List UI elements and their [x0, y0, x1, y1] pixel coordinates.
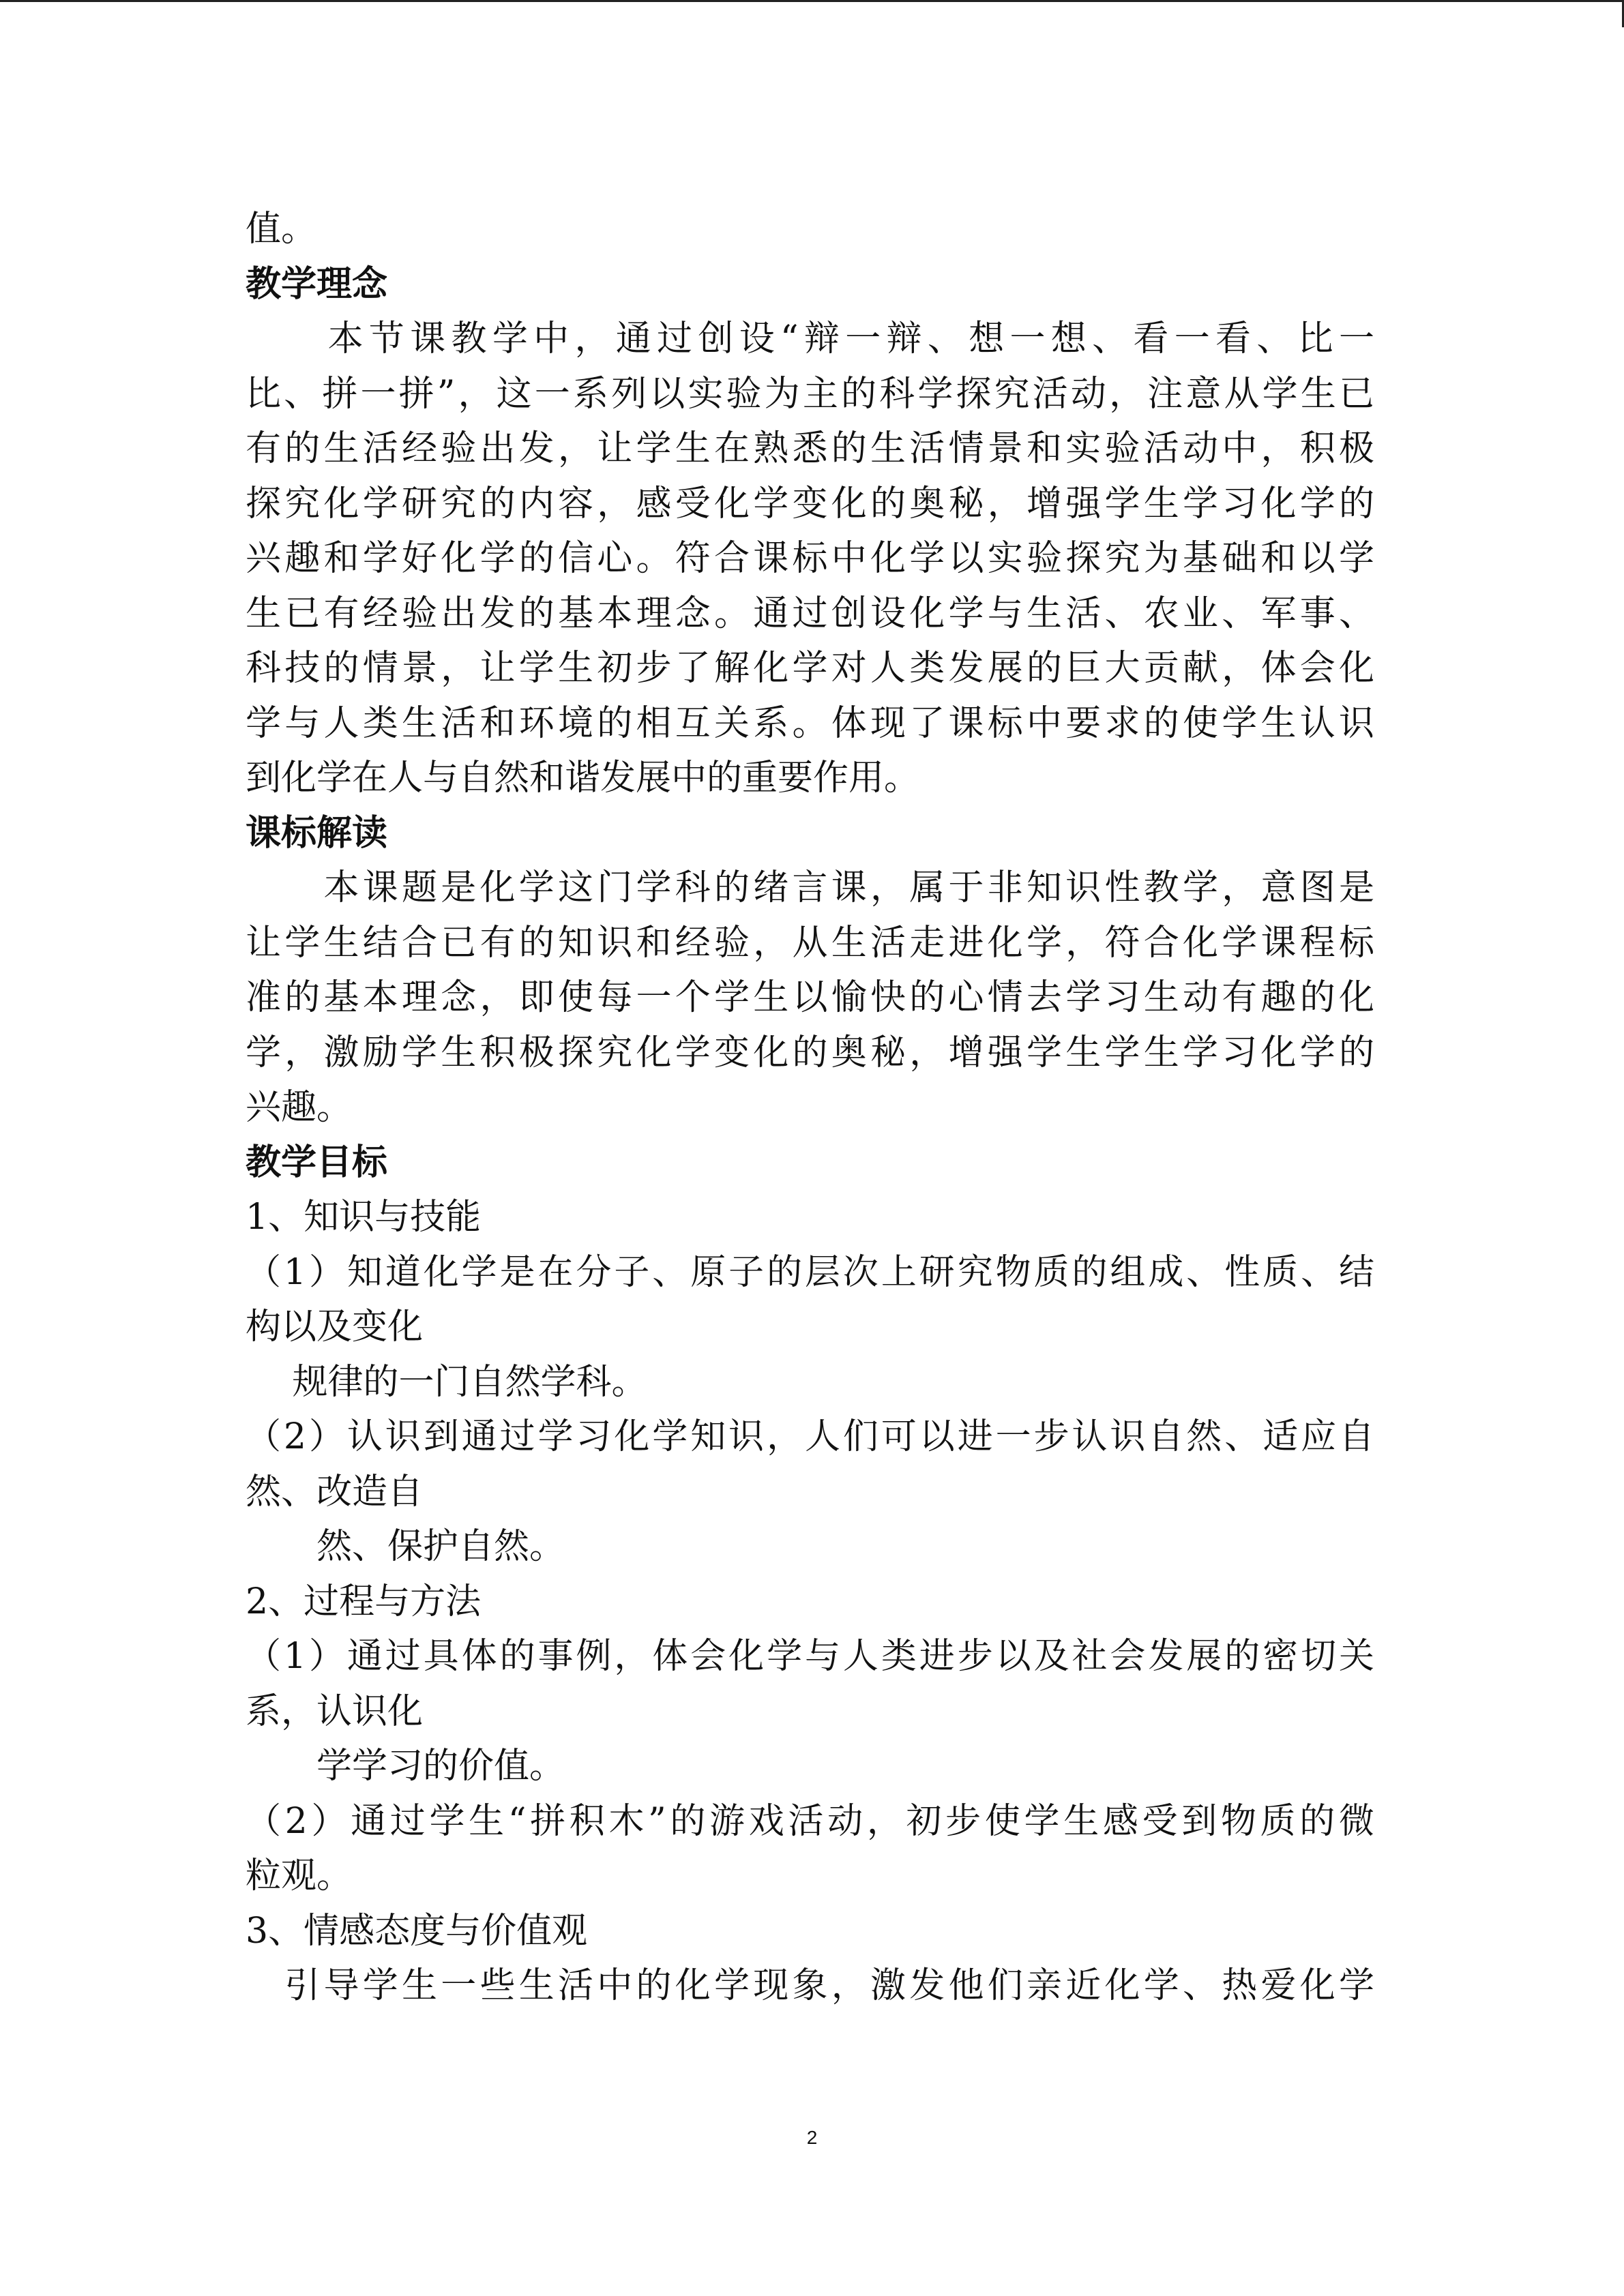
section-heading: 课标解读 — [246, 813, 388, 854]
text-line: 探究化学研究的内容，感受化学变化的奥秘，增强学生学习化学的 — [246, 483, 1374, 524]
text-line: 有的生活经验出发，让学生在熟悉的生活情景和实验活动中，积极 — [246, 428, 1374, 469]
text-line: 规律的一门自然学科。 — [246, 1362, 647, 1403]
text-line: （1）通过具体的事例，体会化学与人类进步以及社会发展的密切关 — [246, 1636, 1374, 1677]
page-number: 2 — [806, 2127, 818, 2148]
text-line: （2）通过学生“拼积木”的游戏活动，初步使学生感受到物质的微 — [246, 1801, 1374, 1842]
text-line: 科技的情景，让学生初步了解化学对人类发展的巨大贡献，体会化 — [246, 648, 1374, 689]
text-line: 然、保护自然。 — [246, 1526, 565, 1567]
text-line: 兴趣。 — [246, 1087, 353, 1128]
text-line: 1、知识与技能 — [246, 1197, 482, 1238]
text-line: 然、改造自 — [246, 1472, 424, 1512]
text-line: 粒观。 — [246, 1855, 353, 1896]
text-line: 兴趣和学好化学的信心。符合课标中化学以实验探究为基础和以学 — [246, 538, 1374, 579]
text-line: 让学生结合已有的知识和经验，从生活走进化学，符合化学课程标 — [246, 923, 1374, 964]
text-line: 学，激励学生积极探究化学变化的奥秘，增强学生学生学习化学的 — [246, 1032, 1374, 1073]
text-line: 学学习的价值。 — [246, 1746, 565, 1787]
text-line: 本课题是化学这门学科的绪言课，属于非知识性教学，意图是 — [246, 867, 1374, 908]
text-line: 本节课教学中，通过创设“辩一辩、想一想、看一看、比一 — [246, 318, 1374, 359]
text-line: 比、拼一拼”，这一系列以实验为主的科学探究活动，注意从学生已 — [246, 374, 1374, 415]
text-line: 值。 — [246, 209, 317, 250]
section-heading: 教学目标 — [246, 1142, 388, 1183]
section-heading: 教学理念 — [246, 264, 388, 305]
text-line: 系，认识化 — [246, 1691, 424, 1732]
text-line: 构以及变化 — [246, 1307, 424, 1347]
text-line: 学与人类生活和环境的相互关系。体现了课标中要求的使学生认识 — [246, 703, 1374, 744]
text-line: 准的基本理念，即使每一个学生以愉快的心情去学习生动有趣的化 — [246, 977, 1374, 1018]
text-line: 到化学在人与自然和谐发展中的重要作用。 — [246, 758, 920, 799]
text-line: 2、过程与方法 — [246, 1581, 482, 1622]
text-line: 3、情感态度与价值观 — [246, 1911, 588, 1952]
text-line: （1）知道化学是在分子、原子的层次上研究物质的组成、性质、结 — [246, 1252, 1374, 1293]
text-line: （2）认识到通过学习化学知识，人们可以进一步认识自然、适应自 — [246, 1416, 1374, 1457]
text-line: 生已有经验出发的基本理念。通过创设化学与生活、农业、军事、 — [246, 593, 1374, 634]
text-line: 引导学生一些生活中的化学现象，激发他们亲近化学、热爱化学 — [246, 1965, 1374, 2006]
page-top-border — [0, 0, 1624, 2]
